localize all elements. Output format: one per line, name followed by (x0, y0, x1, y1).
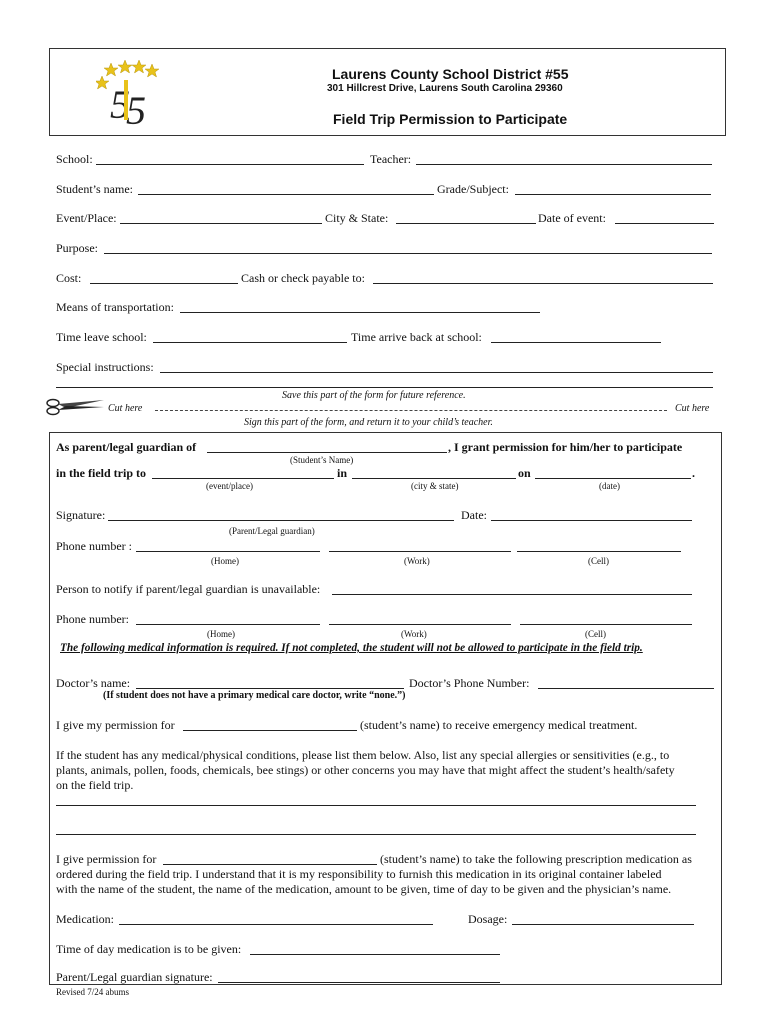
svg-text:5: 5 (110, 82, 130, 127)
parent-signature-field[interactable] (218, 982, 500, 983)
form-title: Field Trip Permission to Participate (333, 111, 568, 127)
date-field[interactable] (491, 520, 692, 521)
doctor-phone-label: Doctor’s Phone Number: (409, 676, 530, 690)
no-doctor-note: (If student does not have a primary medical care doctor, write “none.”) (103, 690, 406, 701)
cash-check-label: Cash or check payable to: (241, 271, 365, 285)
phone-cell-field[interactable] (517, 551, 681, 552)
special-instructions-label: Special instructions: (56, 360, 154, 374)
transportation-field[interactable] (180, 312, 540, 313)
doctor-name-field[interactable] (136, 688, 404, 689)
city-state-permission-field[interactable] (352, 478, 516, 479)
city-state-field[interactable] (396, 223, 536, 224)
phone-label: Phone number : (56, 539, 132, 553)
guardian-line2-period: . (692, 466, 695, 480)
district-address: 301 Hillcrest Drive, Laurens South Carolina 29360 (327, 83, 563, 94)
teacher-label: Teacher: (370, 152, 412, 166)
district-name: Laurens County School District #55 (332, 66, 569, 82)
time-of-day-field[interactable] (250, 954, 500, 955)
student-name-permission-field[interactable] (207, 452, 447, 453)
caption-student-name: (Student’s Name) (290, 455, 354, 465)
student-name-field[interactable] (138, 194, 434, 195)
phone2-work-field[interactable] (329, 624, 511, 625)
guardian-section (49, 432, 722, 649)
cut-here-right: Cut here (675, 403, 710, 414)
district-logo (96, 60, 164, 130)
cut-line (155, 410, 667, 411)
caption-date: (date) (599, 481, 620, 491)
caption-cell2: (Cell) (585, 629, 606, 639)
caption-home: (Home) (211, 556, 239, 566)
phone-work-field[interactable] (329, 551, 511, 552)
revised-note: Revised 7/24 abums (56, 987, 129, 997)
caption-event-place: (event/place) (206, 481, 253, 491)
sign-note: Sign this part of the form, and return it to your child’s teacher. (244, 417, 493, 428)
save-note: Save this part of the form for future reference. (282, 390, 466, 401)
city-state-label: City & State: (325, 211, 389, 225)
rx-permission-end: (student’s name) to take the following prescription medication as (380, 852, 692, 866)
teacher-field[interactable] (416, 164, 712, 165)
cost-field[interactable] (90, 283, 238, 284)
grade-subject-label: Grade/Subject: (437, 182, 509, 196)
caption-work2: (Work) (401, 629, 427, 639)
cost-label: Cost: (56, 271, 82, 285)
purpose-field[interactable] (104, 253, 712, 254)
conditions-text-1: If the student has any medical/physical conditions, please list them below. Also, list any special allergies or sensitivities (e.g., to (56, 748, 670, 762)
conditions-text-2: plants, animals, pollen, foods, chemicals, bee stings) or other concerns you may have that might affect the student’s health/safety (56, 763, 675, 777)
purpose-label: Purpose: (56, 241, 98, 255)
special-instructions-field-1[interactable] (160, 372, 713, 373)
guardian-line1-start: As parent/legal guardian of (56, 440, 197, 454)
cash-check-field[interactable] (373, 283, 713, 284)
special-instructions-field-2[interactable] (56, 387, 713, 388)
caption-cell: (Cell) (588, 556, 609, 566)
phone2-home-field[interactable] (136, 624, 320, 625)
event-place-permission-field[interactable] (152, 478, 334, 479)
guardian-line2-on: on (518, 466, 531, 480)
caption-city-state: (city & state) (411, 481, 459, 491)
time-leave-field[interactable] (153, 342, 347, 343)
emergency-student-field[interactable] (183, 730, 357, 731)
school-field[interactable] (96, 164, 364, 165)
transportation-label: Means of transportation: (56, 300, 174, 314)
phone2-cell-field[interactable] (520, 624, 692, 625)
event-place-label: Event/Place: (56, 211, 117, 225)
medication-field[interactable] (119, 924, 433, 925)
notify-label: Person to notify if parent/legal guardian is unavailable: (56, 582, 321, 596)
date-permission-field[interactable] (535, 478, 691, 479)
emergency-permission-start: I give my permission for (56, 718, 175, 732)
rx-student-field[interactable] (163, 864, 377, 865)
medical-required-note: The following medical information is required. If not completed, the student will not be allowed to participate in the field trip. (60, 642, 643, 654)
date-label: Date: (461, 508, 487, 522)
rx-text-3: with the name of the student, the name of the medication, amount to be given, time of day to be given and the physician’s name. (56, 882, 672, 896)
rx-permission-start: I give permission for (56, 852, 157, 866)
parent-signature-label: Parent/Legal guardian signature: (56, 970, 213, 984)
time-arrive-label: Time arrive back at school: (351, 330, 482, 344)
date-of-event-label: Date of event: (538, 211, 606, 225)
conditions-field-2[interactable] (56, 834, 696, 835)
dosage-field[interactable] (512, 924, 694, 925)
phone2-label: Phone number: (56, 612, 129, 626)
date-of-event-field[interactable] (615, 223, 714, 224)
medication-label: Medication: (56, 912, 114, 926)
conditions-text-3: on the field trip. (56, 778, 134, 792)
svg-text:5: 5 (126, 88, 146, 130)
grade-subject-field[interactable] (515, 194, 711, 195)
guardian-line1-end: , I grant permission for him/her to participate (448, 440, 683, 454)
emergency-permission-end: (student’s name) to receive emergency medical treatment. (360, 718, 638, 732)
caption-work: (Work) (404, 556, 430, 566)
student-name-label: Student’s name: (56, 182, 133, 196)
dosage-label: Dosage: (468, 912, 508, 926)
time-leave-label: Time leave school: (56, 330, 147, 344)
school-label: School: (56, 152, 93, 166)
rx-text-2: ordered during the field trip. I understand that it is my responsibility to furnish this medication in its original container labeled (56, 867, 662, 881)
time-of-day-label: Time of day medication is to be given: (56, 942, 242, 956)
event-place-field[interactable] (120, 223, 322, 224)
signature-label: Signature: (56, 508, 106, 522)
signature-field[interactable] (108, 520, 454, 521)
scissors-icon (46, 398, 106, 416)
caption-parent: (Parent/Legal guardian) (229, 526, 315, 536)
guardian-line2-start: in the field trip to (56, 466, 146, 480)
doctor-phone-field[interactable] (538, 688, 714, 689)
time-arrive-field[interactable] (491, 342, 661, 343)
caption-home2: (Home) (207, 629, 235, 639)
phone-home-field[interactable] (136, 551, 320, 552)
cut-here-left: Cut here (108, 403, 143, 414)
notify-field[interactable] (332, 594, 692, 595)
guardian-line2-in: in (337, 466, 348, 480)
conditions-field-1[interactable] (56, 805, 696, 806)
doctor-name-label: Doctor’s name: (56, 676, 131, 690)
